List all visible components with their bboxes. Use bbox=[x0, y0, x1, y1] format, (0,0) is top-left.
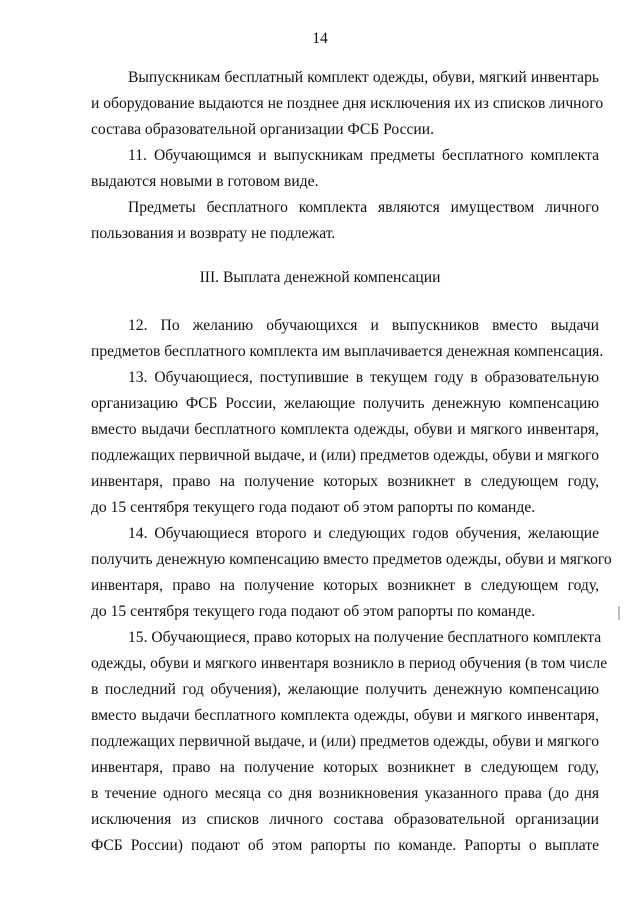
paragraph-line: 15. Обучающиеся, право которых на получение бесплатного комплекта bbox=[128, 629, 602, 646]
paragraph-line: подлежащих первичной выдаче, и (или) предметов одежды, обуви и мягкого bbox=[91, 733, 599, 750]
paragraph-line: в течение одного месяца со дня возникновения указанного права (до дня bbox=[91, 785, 599, 802]
paragraph-line: и оборудование выдаются не позднее дня исключения их из списков личного bbox=[91, 95, 604, 112]
paragraph-line: Выпускникам бесплатный комплект одежды, обуви, мягкий инвентарь bbox=[128, 69, 599, 86]
paragraph-line: 13. Обучающиеся, поступившие в текущем году в образовательную bbox=[128, 369, 599, 386]
paragraph-line: в последний год обучения), желающие получить денежную компенсацию bbox=[91, 681, 599, 698]
paragraph-line: 14. Обучающиеся второго и следующих годов обучения, желающие bbox=[128, 525, 599, 542]
paragraph-line: предметов бесплатного комплекта им выплачивается денежная компенсация. bbox=[91, 343, 604, 360]
paragraph-line: инвентаря, право на получение которых возникнет в следующем году, bbox=[91, 759, 599, 776]
paragraph-line: вместо выдачи бесплатного комплекта одежды, обуви и мягкого инвентаря, bbox=[91, 421, 599, 438]
paragraph-line: одежды, обуви и мягкого инвентаря возникло в период обучения (в том числе bbox=[91, 655, 608, 672]
section-heading: III. Выплата денежной компенсации bbox=[199, 269, 441, 286]
paragraph-line: 11. Обучающимся и выпускникам предметы бесплатного комплекта bbox=[128, 147, 599, 164]
paragraph-line: 12. По желанию обучающихся и выпускников вместо выдачи bbox=[128, 317, 599, 334]
paragraph-line: до 15 сентября текущего года подают об этом рапорты по команде. bbox=[91, 499, 536, 516]
paragraph-line: пользования и возврату не подлежат. bbox=[91, 225, 336, 242]
paragraph-line: до 15 сентября текущего года подают об этом рапорты по команде. bbox=[91, 603, 536, 620]
paragraph-line: инвентаря, право на получение которых возникнет в следующем году, bbox=[91, 473, 599, 490]
paragraph-line: инвентаря, право на получение которых возникнет в следующем году, bbox=[91, 577, 599, 594]
page-number: 14 bbox=[312, 30, 328, 47]
paragraph-line: подлежащих первичной выдаче, и (или) предметов одежды, обуви и мягкого bbox=[91, 447, 599, 464]
paragraph-line: Предметы бесплатного комплекта являются имуществом личного bbox=[128, 199, 599, 216]
paragraph-line: исключения из списков личного состава образовательной организации bbox=[91, 811, 599, 828]
paragraph-line: получить денежную компенсацию вместо предметов одежды, обуви и мягкого bbox=[91, 551, 612, 568]
paragraph-line: вместо выдачи бесплатного комплекта одежды, обуви и мягкого инвентаря, bbox=[91, 707, 599, 724]
scan-artifact bbox=[618, 606, 620, 620]
paragraph-line: состава образовательной организации ФСБ России. bbox=[91, 121, 435, 138]
paragraph-line: выдаются новыми в готовом виде. bbox=[91, 173, 319, 190]
paragraph-line: организацию ФСБ России, желающие получить денежную компенсацию bbox=[91, 395, 599, 412]
paragraph-line: ФСБ России) подают об этом рапорты по команде. Рапорты о выплате bbox=[91, 837, 599, 854]
